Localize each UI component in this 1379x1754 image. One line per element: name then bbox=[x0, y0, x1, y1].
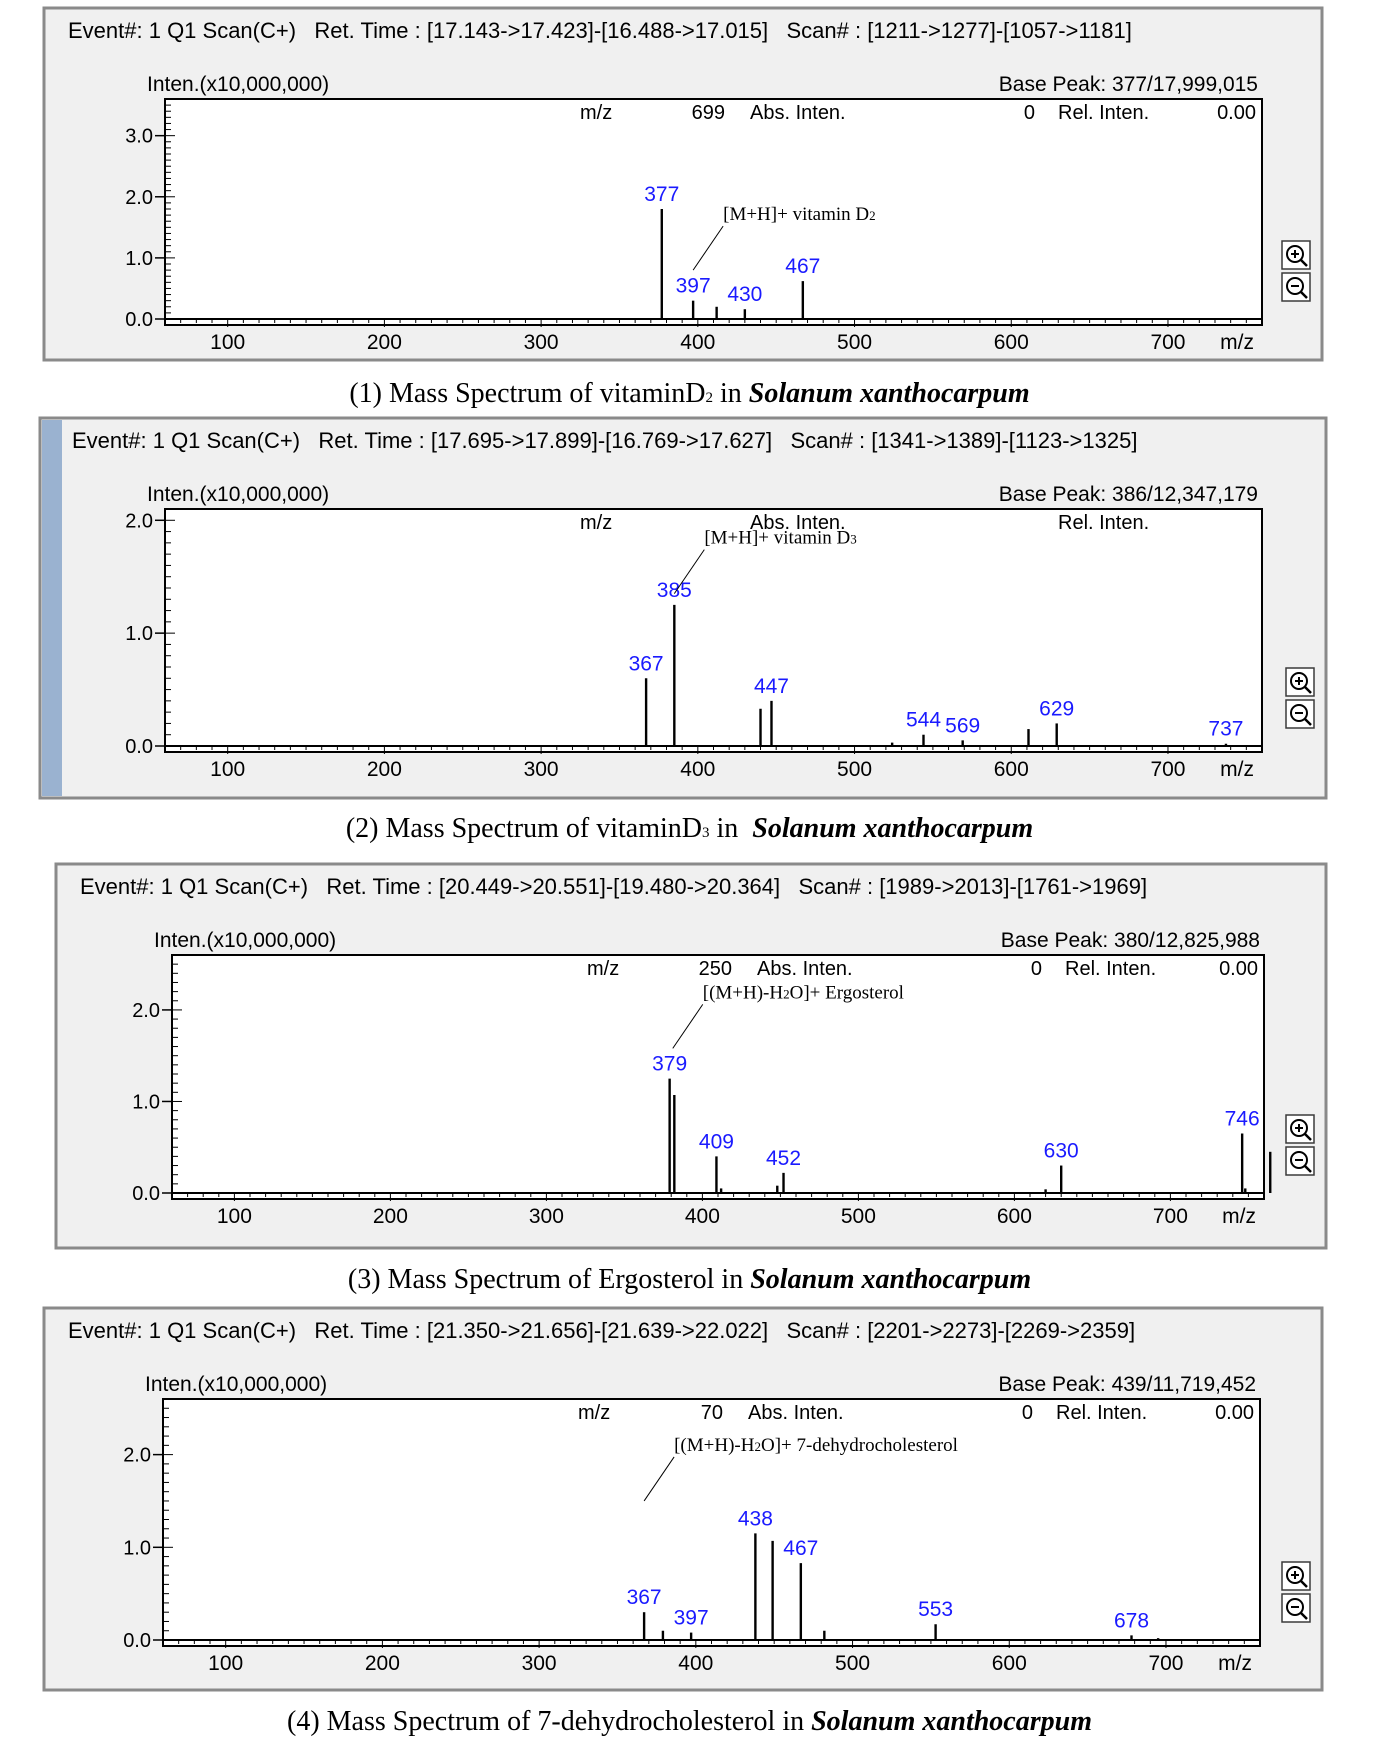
peak-label: 447 bbox=[753, 674, 790, 698]
x-tick-label: 600 bbox=[991, 1652, 1027, 1675]
x-tick-label: 600 bbox=[996, 1205, 1032, 1228]
peak-label: 629 bbox=[1039, 697, 1075, 721]
spectrum-panel-2 bbox=[0, 418, 1379, 858]
compound-annotation: [M+H]+ vitamin D2 bbox=[723, 204, 876, 226]
peak-label: 379 bbox=[652, 1052, 688, 1076]
info-rel-value: 0.00 bbox=[1219, 958, 1258, 980]
x-tick-label: 500 bbox=[835, 1652, 871, 1675]
info-abs-label: Abs. Inten. bbox=[757, 958, 853, 980]
y-tick-label: 0.0 bbox=[125, 309, 153, 331]
scan-header: Event#: 1 Q1 Scan(C+) Ret. Time : [21.350->21.656]-[21.639->22.022] Scan# : [2201->2273]-[2269->2359] bbox=[68, 1318, 1136, 1343]
caption-species: Solanum xanthocarpum bbox=[811, 1706, 1092, 1737]
y-tick-label: 3.0 bbox=[125, 125, 153, 148]
info-rel-value: 0.00 bbox=[1217, 102, 1256, 124]
x-tick-label: 100 bbox=[216, 1205, 252, 1228]
peak-label: 367 bbox=[628, 652, 664, 676]
peak-label: 397 bbox=[673, 1606, 709, 1630]
spectrum-panel-3 bbox=[0, 864, 1379, 1304]
spectrum-chart-4 bbox=[0, 1308, 1379, 1748]
zoom-in-icon[interactable] bbox=[1286, 668, 1314, 696]
figure-caption bbox=[0, 1264, 1379, 1296]
info-rel-value: 0.00 bbox=[1215, 1402, 1254, 1424]
figure-caption bbox=[0, 813, 1379, 845]
scan-header: Event#: 1 Q1 Scan(C+) Ret. Time : [17.695->17.899]-[16.769->17.627] Scan# : [1341->1389]-[1123->1325] bbox=[72, 428, 1138, 453]
info-mz-value: 70 bbox=[700, 1402, 723, 1424]
x-axis-label: m/z bbox=[1218, 1652, 1252, 1675]
peak-label: 430 bbox=[727, 283, 763, 307]
caption-text: (3) Mass Spectrum of Ergosterol in bbox=[347, 1264, 751, 1295]
peak-label: 630 bbox=[1043, 1139, 1079, 1163]
x-axis-label: m/z bbox=[1220, 758, 1254, 781]
zoom-out-icon[interactable] bbox=[1286, 700, 1314, 728]
y-tick-label: 1.0 bbox=[132, 1091, 160, 1114]
plot-area bbox=[165, 99, 1262, 325]
x-tick-label: 400 bbox=[680, 758, 716, 781]
y-axis-label: Inten.(x10,000,000) bbox=[147, 73, 330, 96]
y-tick-label: 0.0 bbox=[132, 1183, 160, 1205]
info-mz-value: 250 bbox=[698, 958, 732, 980]
info-abs-value: 0 bbox=[1021, 1402, 1033, 1424]
x-tick-label: 100 bbox=[208, 1652, 244, 1675]
peak-label: 397 bbox=[675, 274, 711, 298]
caption-connector: in bbox=[709, 813, 753, 844]
peak-label: 467 bbox=[783, 1537, 819, 1561]
zoom-out-icon[interactable] bbox=[1282, 273, 1310, 301]
peak-label: 385 bbox=[656, 578, 692, 602]
base-peak-label: Base Peak: 386/12,347,179 bbox=[998, 483, 1258, 506]
x-tick-label: 300 bbox=[521, 1652, 557, 1675]
zoom-out-icon[interactable] bbox=[1282, 1594, 1310, 1622]
spectrum-panel-1 bbox=[0, 8, 1379, 448]
figure-caption bbox=[0, 378, 1379, 410]
scan-header: Event#: 1 Q1 Scan(C+) Ret. Time : [20.449->20.551]-[19.480->20.364] Scan# : [1989->2013]-[1761->1969] bbox=[80, 874, 1148, 899]
y-axis-label: Inten.(x10,000,000) bbox=[147, 483, 330, 506]
peak-label: 438 bbox=[737, 1507, 773, 1531]
peak-label: 569 bbox=[945, 714, 981, 738]
y-tick-label: 0.0 bbox=[125, 736, 153, 758]
x-tick-label: 700 bbox=[1150, 758, 1186, 781]
base-peak-label: Base Peak: 380/12,825,988 bbox=[1000, 929, 1260, 952]
info-mz-value: 699 bbox=[691, 102, 725, 124]
peak-label: 467 bbox=[785, 255, 821, 279]
base-peak-label: Base Peak: 377/17,999,015 bbox=[998, 73, 1258, 96]
y-axis-label: Inten.(x10,000,000) bbox=[154, 929, 337, 952]
info-abs-label: Abs. Inten. bbox=[750, 102, 846, 124]
caption-text: (1) Mass Spectrum of vitaminD bbox=[349, 378, 706, 409]
x-tick-label: 200 bbox=[372, 1205, 408, 1228]
peak-label: 452 bbox=[765, 1146, 802, 1170]
y-tick-label: 1.0 bbox=[125, 247, 153, 270]
y-axis-label: Inten.(x10,000,000) bbox=[145, 1373, 328, 1396]
peak-label: 409 bbox=[698, 1130, 734, 1154]
peak-label: 367 bbox=[626, 1586, 662, 1610]
compound-annotation: [(M+H)-H2O]+ Ergosterol bbox=[702, 982, 904, 1004]
info-rel-label: Rel. Inten. bbox=[1058, 512, 1150, 534]
spectrum-chart-2 bbox=[0, 418, 1379, 858]
x-tick-label: 400 bbox=[678, 1652, 714, 1675]
x-tick-label: 300 bbox=[523, 758, 559, 781]
peak-label: 737 bbox=[1208, 717, 1244, 741]
x-tick-label: 600 bbox=[993, 331, 1029, 354]
peak-label: 377 bbox=[644, 183, 680, 206]
caption-connector: in bbox=[713, 378, 749, 409]
info-abs-value: 0 bbox=[1023, 102, 1035, 124]
zoom-out-icon[interactable] bbox=[1286, 1147, 1314, 1175]
y-tick-label: 1.0 bbox=[123, 1537, 151, 1560]
compound-annotation: [(M+H)-H2O]+ 7-dehydrocholesterol bbox=[674, 1434, 958, 1456]
x-tick-label: 500 bbox=[840, 1205, 876, 1228]
x-tick-label: 200 bbox=[366, 758, 402, 781]
base-peak-label: Base Peak: 439/11,719,452 bbox=[998, 1373, 1256, 1396]
y-tick-label: 2.0 bbox=[123, 1444, 151, 1467]
info-abs-label: Abs. Inten. bbox=[750, 512, 846, 534]
y-tick-label: 0.0 bbox=[123, 1630, 151, 1652]
x-tick-label: 700 bbox=[1148, 1652, 1184, 1675]
peak-label: 553 bbox=[918, 1598, 954, 1622]
info-mz-label: m/z bbox=[580, 512, 613, 534]
info-mz-label: m/z bbox=[587, 958, 620, 980]
x-axis-label: m/z bbox=[1220, 331, 1254, 354]
y-tick-label: 1.0 bbox=[125, 623, 153, 646]
x-tick-label: 400 bbox=[680, 331, 716, 354]
info-rel-label: Rel. Inten. bbox=[1065, 958, 1157, 980]
zoom-in-icon[interactable] bbox=[1282, 241, 1310, 269]
info-rel-label: Rel. Inten. bbox=[1058, 102, 1150, 124]
scan-header: Event#: 1 Q1 Scan(C+) Ret. Time : [17.143->17.423]-[16.488->17.015] Scan# : [1211->1277]-[1057->1181] bbox=[68, 18, 1132, 43]
info-abs-label: Abs. Inten. bbox=[748, 1402, 844, 1424]
y-tick-label: 2.0 bbox=[125, 510, 153, 533]
peak-label: 678 bbox=[1113, 1609, 1150, 1633]
zoom-in-icon[interactable] bbox=[1282, 1562, 1310, 1590]
caption-subscript: 3 bbox=[702, 825, 710, 841]
x-tick-label: 300 bbox=[528, 1205, 564, 1228]
info-mz-label: m/z bbox=[578, 1402, 611, 1424]
compound-annotation: [M+H]+ vitamin D3 bbox=[704, 527, 857, 549]
x-tick-label: 600 bbox=[993, 758, 1029, 781]
figure-caption bbox=[0, 1706, 1379, 1738]
info-mz-label: m/z bbox=[580, 102, 613, 124]
x-tick-label: 400 bbox=[684, 1205, 720, 1228]
info-rel-label: Rel. Inten. bbox=[1056, 1402, 1148, 1424]
x-tick-label: 500 bbox=[837, 758, 873, 781]
x-tick-label: 300 bbox=[523, 331, 559, 354]
x-tick-label: 700 bbox=[1150, 331, 1186, 354]
left-accent-bar bbox=[42, 420, 62, 796]
x-tick-label: 200 bbox=[366, 331, 402, 354]
x-axis-label: m/z bbox=[1222, 1205, 1256, 1228]
x-tick-label: 100 bbox=[210, 758, 246, 781]
caption-species: Solanum xanthocarpum bbox=[752, 813, 1034, 844]
spectrum-chart-3 bbox=[0, 864, 1379, 1304]
y-tick-label: 2.0 bbox=[125, 186, 153, 209]
info-abs-value: 0 bbox=[1030, 958, 1042, 980]
caption-text: (4) Mass Spectrum of 7-dehydrocholesterol in bbox=[287, 1706, 812, 1737]
zoom-in-icon[interactable] bbox=[1286, 1115, 1314, 1143]
caption-text: (2) Mass Spectrum of vitaminD bbox=[345, 813, 702, 844]
peak-label: 746 bbox=[1224, 1107, 1260, 1131]
x-tick-label: 100 bbox=[210, 331, 246, 354]
caption-subscript: 2 bbox=[705, 390, 713, 406]
caption-species: Solanum xanthocarpum bbox=[748, 378, 1030, 409]
y-tick-label: 2.0 bbox=[132, 999, 160, 1022]
x-tick-label: 500 bbox=[837, 331, 873, 354]
spectrum-panel-4 bbox=[0, 1308, 1379, 1748]
caption-species: Solanum xanthocarpum bbox=[750, 1264, 1032, 1295]
x-tick-label: 200 bbox=[364, 1652, 400, 1675]
x-tick-label: 700 bbox=[1152, 1205, 1188, 1228]
peak-label: 544 bbox=[905, 708, 942, 732]
